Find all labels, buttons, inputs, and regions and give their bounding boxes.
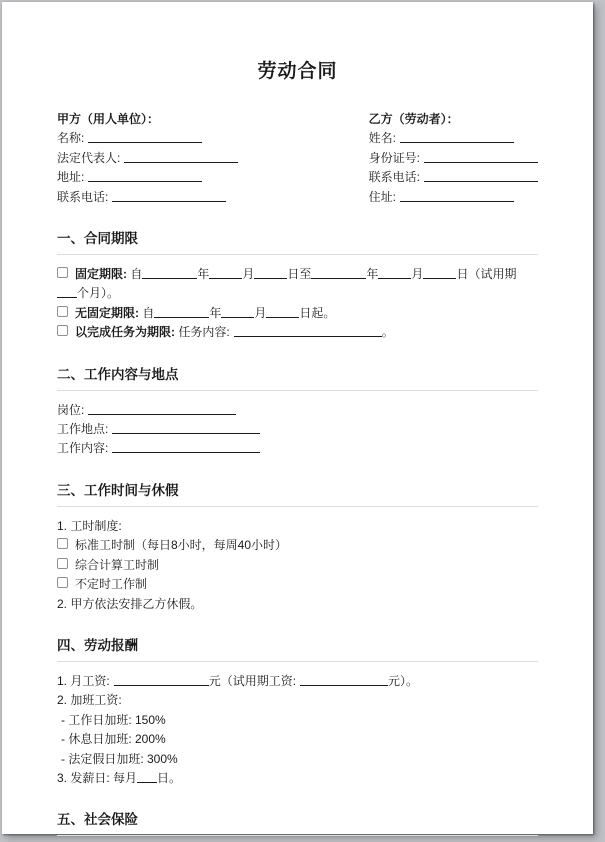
party-a-phone-blank <box>112 191 226 202</box>
fixed-term-to-text: 日至 <box>287 267 312 282</box>
weekday-overtime-text: - 工作日加班: 150% <box>61 712 166 727</box>
party-b-name-blank <box>400 132 514 143</box>
section-1-body <box>57 265 538 343</box>
fixed-term-start-month-blank <box>209 268 242 279</box>
leave-arrangement-text: 2. 甲方依法安排乙方休假。 <box>57 596 203 611</box>
party-a-representative-blank <box>124 152 238 163</box>
work-hours-system-label: 1. 工时制度: <box>57 518 122 533</box>
fixed-term-end-month-blank <box>378 268 411 279</box>
probation-months-text: 个月）。 <box>77 286 120 301</box>
work-location-blank <box>112 423 260 434</box>
work-location-label: 工作地点: <box>57 422 109 437</box>
fixed-term-start-day-blank <box>254 268 287 279</box>
party-a-heading: 甲方（用人单位）： <box>57 112 160 126</box>
party-b-id-row <box>369 149 538 168</box>
standard-hours-checkbox[interactable] <box>57 538 68 549</box>
payday-label: 3. 发薪日: 每月 <box>57 770 138 785</box>
open-term-month-blank <box>221 307 254 318</box>
task-content-blank <box>234 326 382 337</box>
party-a-name-row <box>57 129 369 148</box>
party-a-address-label: 地址: <box>57 170 85 185</box>
party-a-address-row <box>57 168 369 187</box>
probation-months-blank <box>57 287 77 298</box>
party-b-phone-row <box>369 168 538 187</box>
payday-suffix-text: 日。 <box>157 770 182 785</box>
overtime-wage-label: 2. 加班工资: <box>57 693 122 708</box>
party-a-name-label: 名称: <box>57 131 85 146</box>
open-term-option-row <box>57 304 538 323</box>
restday-overtime-text: - 休息日加班: 200% <box>61 732 166 747</box>
party-b-id-blank <box>424 152 538 163</box>
fixed-term-year-text: 年 <box>197 267 210 282</box>
party-a-phone-row <box>57 188 369 207</box>
party-b-phone-blank <box>424 171 538 182</box>
contract-page <box>2 2 593 834</box>
holiday-overtime-text: - 法定假日加班: 300% <box>61 751 178 766</box>
party-b-block <box>369 110 538 207</box>
work-location-row <box>57 420 538 439</box>
party-b-id-label: 身份证号: <box>368 150 420 165</box>
open-term-year-blank <box>154 307 209 318</box>
party-a-phone-label: 联系电话: <box>57 189 109 204</box>
party-b-name-row <box>369 129 538 148</box>
position-row <box>57 401 538 420</box>
fixed-term-option-row <box>57 265 538 284</box>
task-term-option-row <box>57 323 538 342</box>
party-b-address-row <box>369 188 538 207</box>
party-a-representative-label: 法定代表人: <box>57 150 121 165</box>
work-content-row <box>57 439 538 458</box>
party-b-address-label: 住址: <box>368 189 396 204</box>
party-a-block <box>57 110 369 207</box>
standard-hours-label: 标准工时制（每日8小时，每周40小时） <box>75 538 288 553</box>
fixed-term-from-text: 自 <box>130 267 143 282</box>
party-a-representative-row <box>57 149 369 168</box>
task-period-text: 。 <box>381 325 394 340</box>
parties-block <box>57 110 538 207</box>
fixed-term-month2-text: 月 <box>411 267 424 282</box>
payday-blank <box>137 772 157 783</box>
open-term-year-text: 年 <box>209 305 222 320</box>
flexible-hours-option-row <box>57 575 538 594</box>
flexible-hours-checkbox[interactable] <box>57 577 68 588</box>
section-5-heading: 五、社会保险 <box>57 812 538 836</box>
open-term-day-blank <box>266 307 299 318</box>
party-a-address-blank <box>88 171 202 182</box>
comprehensive-hours-option-row <box>57 556 538 575</box>
section-3-heading: 三、工作时间与休假 <box>57 483 538 507</box>
flexible-hours-label: 不定时工作制 <box>75 577 148 592</box>
section-2-heading: 二、工作内容与地点 <box>57 367 538 391</box>
work-content-label: 工作内容: <box>57 441 109 456</box>
party-b-name-label: 姓名: <box>368 131 396 146</box>
open-term-month-text: 月 <box>254 305 267 320</box>
section-4-body <box>57 672 538 788</box>
task-term-label: 以完成任务为期限: <box>75 325 175 340</box>
document-title: 劳动合同 <box>257 61 338 82</box>
comprehensive-hours-checkbox[interactable] <box>57 558 68 569</box>
section-4-heading: 四、劳动报酬 <box>57 638 538 662</box>
monthly-wage-blank <box>114 675 209 686</box>
open-term-from-text: 自 <box>142 305 155 320</box>
section-1-heading: 一、合同期限 <box>57 231 538 255</box>
open-term-start-text: 日起。 <box>299 305 336 320</box>
party-b-address-blank <box>400 191 514 202</box>
task-content-text: 任务内容: <box>178 325 230 340</box>
fixed-term-probation-text: 日（试用期 <box>456 267 517 282</box>
probation-wage-blank <box>300 675 388 686</box>
party-b-phone-label: 联系电话: <box>368 170 420 185</box>
section-2-body <box>57 401 538 459</box>
wage-unit-text: 元）。 <box>388 673 419 688</box>
work-content-blank <box>112 442 260 453</box>
fixed-term-year2-text: 年 <box>366 267 379 282</box>
party-a-name-blank <box>88 132 202 143</box>
fixed-term-checkbox[interactable] <box>57 267 68 278</box>
fixed-term-month-text: 月 <box>242 267 255 282</box>
comprehensive-hours-label: 综合计算工时制 <box>75 557 160 572</box>
standard-hours-option-row <box>57 536 538 555</box>
position-label: 岗位: <box>57 402 85 417</box>
task-term-checkbox[interactable] <box>57 325 68 336</box>
open-term-checkbox[interactable] <box>57 306 68 317</box>
payday-row <box>57 769 538 788</box>
open-term-label: 无固定期限: <box>75 305 139 320</box>
monthly-wage-label: 1. 月工资: <box>57 673 110 688</box>
probation-wage-label: 元（试用期工资: <box>208 673 297 688</box>
section-3-body <box>57 517 538 614</box>
fixed-term-end-day-blank <box>423 268 456 279</box>
monthly-wage-row <box>57 672 538 691</box>
fixed-term-label: 固定期限: <box>75 267 127 282</box>
fixed-term-wrap-row <box>57 284 538 303</box>
party-b-heading: 乙方（劳动者）： <box>368 112 459 126</box>
fixed-term-start-year-blank <box>142 268 197 279</box>
position-blank <box>88 404 236 415</box>
fixed-term-end-year-blank <box>311 268 366 279</box>
